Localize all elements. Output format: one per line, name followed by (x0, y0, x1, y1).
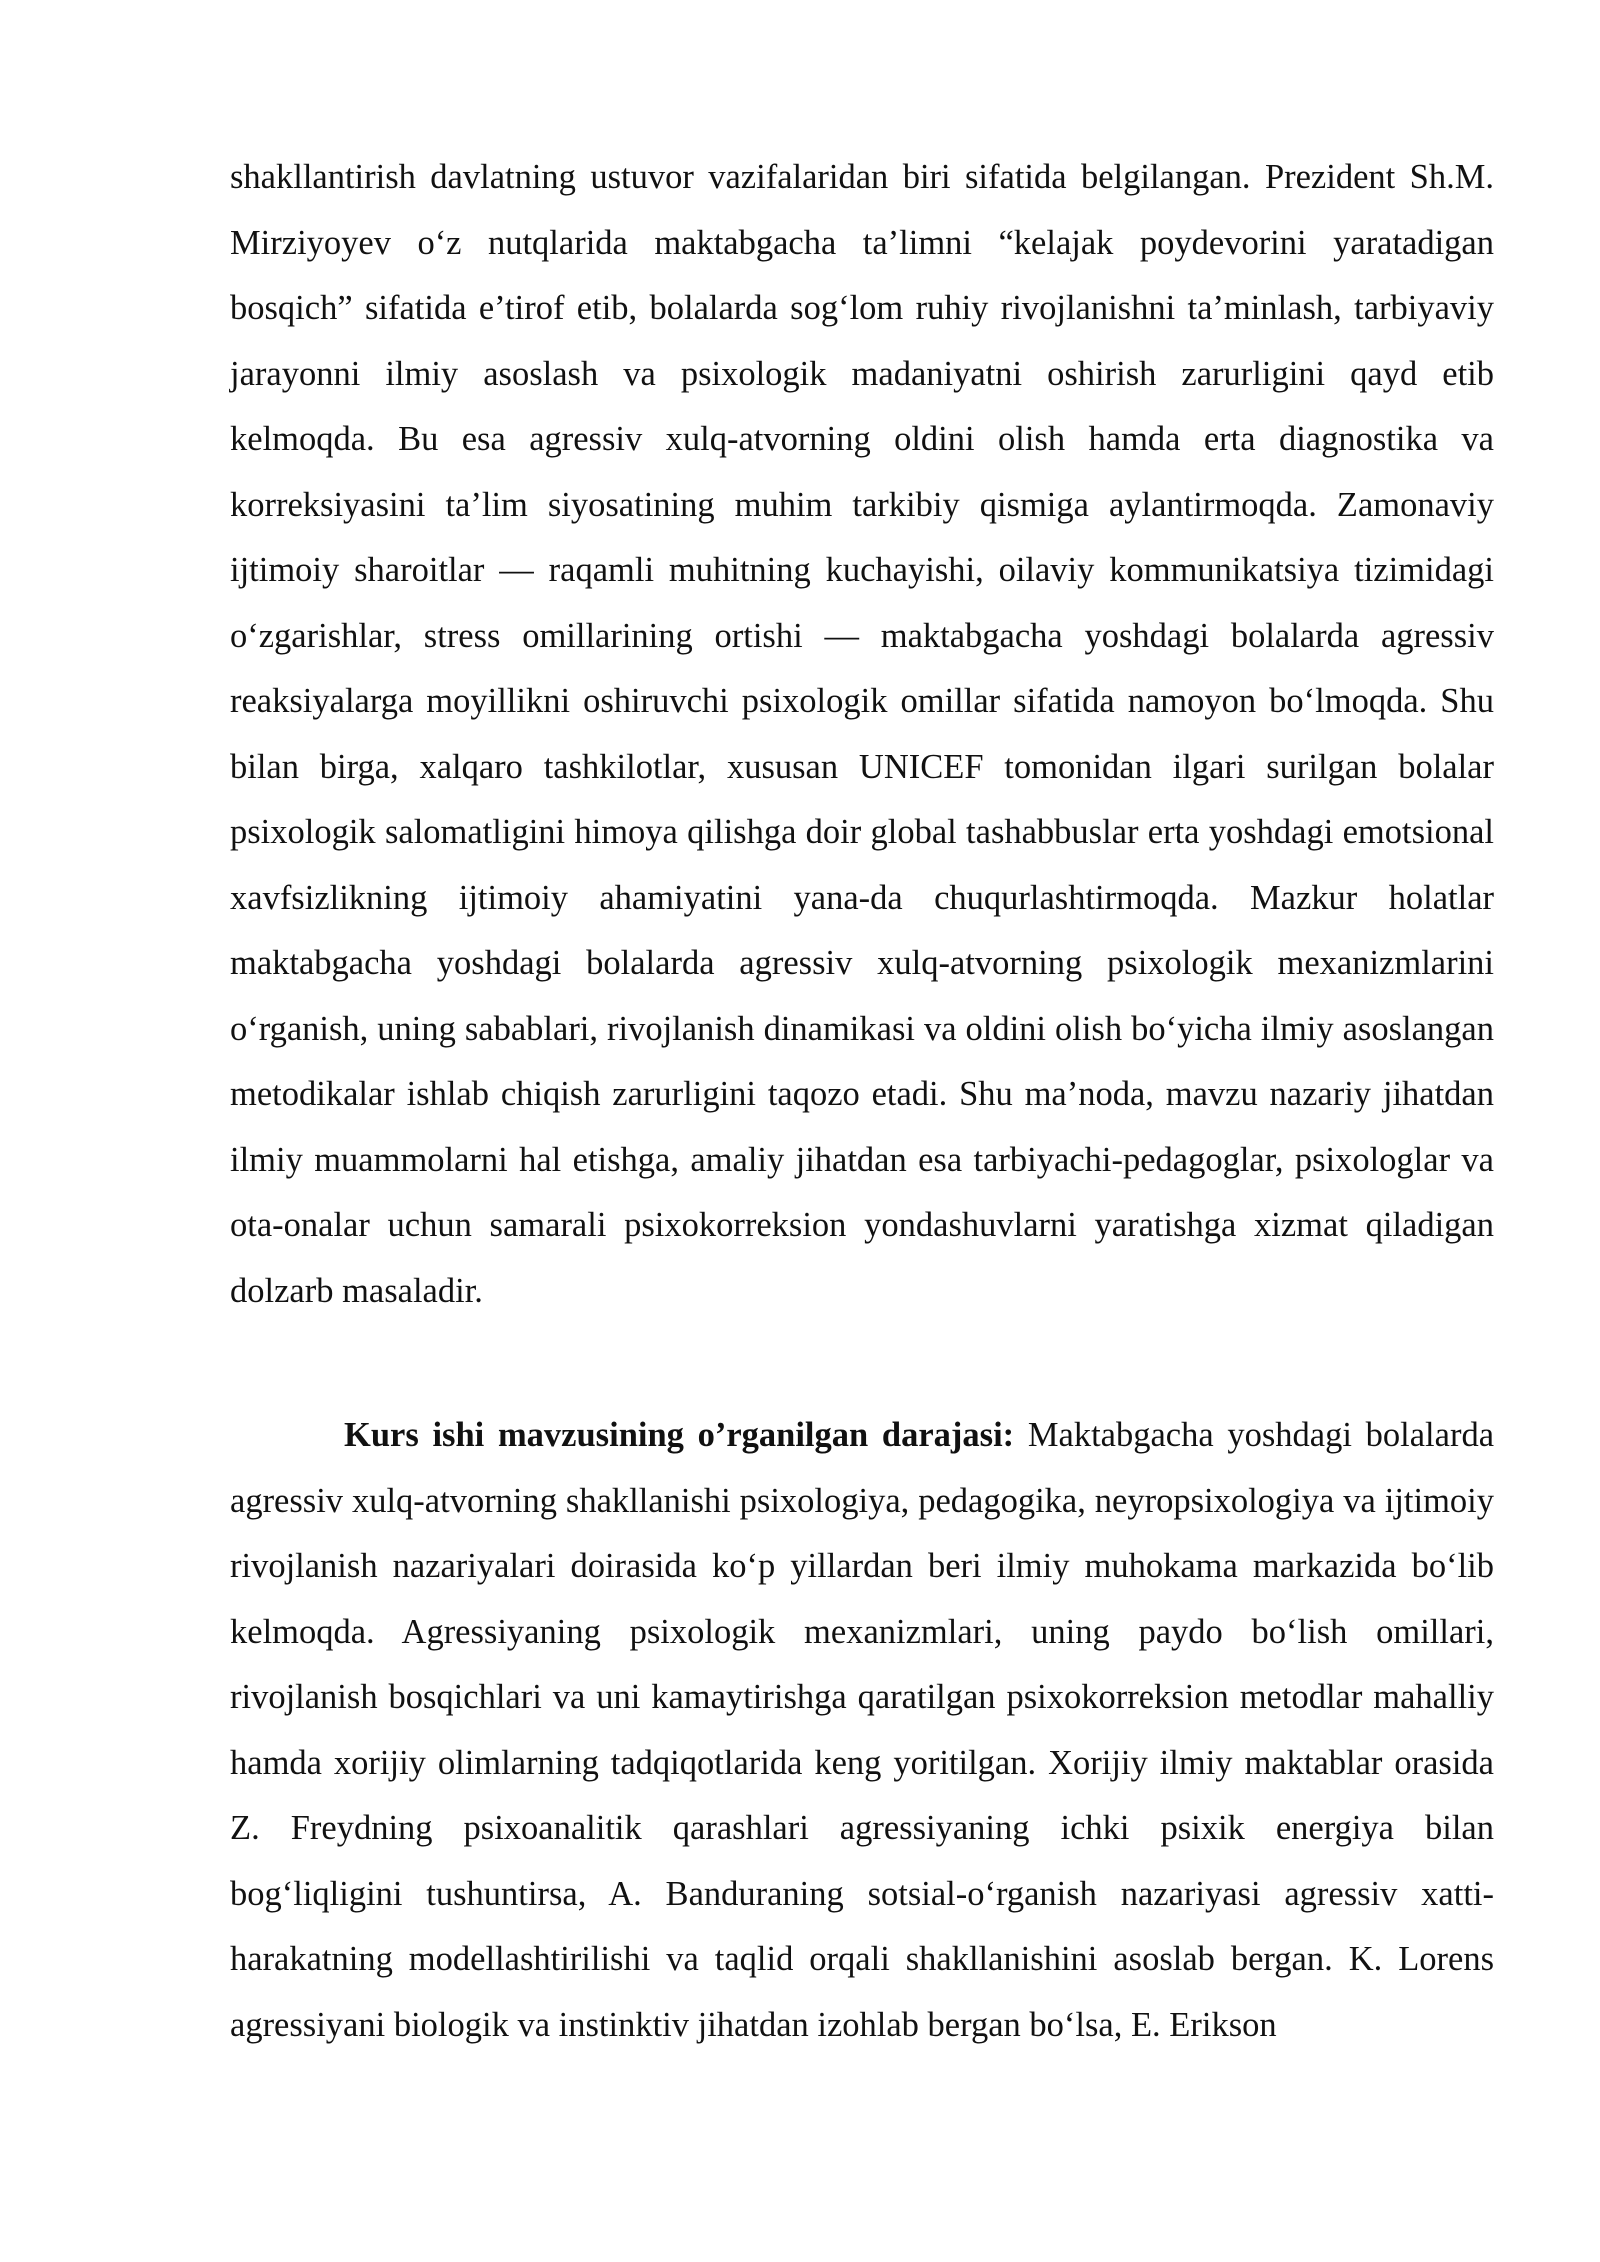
body-text-block-2 (230, 1403, 1494, 2058)
paragraph-1: shakllantirish davlatning ustuvor vazifalaridan biri sifatida belgilangan. Prezident Sh.M. Mirziyoyev o‘z nutqlarida maktabgacha ta’limni “kelajak poydevorini yaratadigan bosqich” sifatida e’tirof etib, bolalarda sog‘lom ruhiy rivojlanishni ta’minlash, tarbiyaviy jarayonni ilmiy asoslash va psixologik madaniyatni oshirish zarurligini qayd etib kelmoqda. Bu esa agressiv xulq-atvorning oldini olish hamda erta diagnostika va korreksiyasini ta’lim siyosatining muhim tarkibiy qismiga aylantirmoqda. Zamonaviy ijtimoiy sharoitlar — raqamli muhitning kuchayishi, oilaviy kommunikatsiya tizimidagi o‘zgarishlar, stress omillarining ortishi — maktabgacha yoshdagi bolalarda agressiv reaksiyalarga moyillikni oshiruvchi psixologik omillar sifatida namoyon bo‘lmoqda. Shu bilan birga, xalqaro tashkilotlar, xususan UNICEF tomonidan ilgari surilgan bolalar psixologik salomatligini himoya qilishga doir global tashabbuslar erta yoshdagi emotsional xavfsizlikning ijtimoiy ahamiyatini yana-da chuqurlashtirmoqda. Mazkur holatlar maktabgacha yoshdagi bolalarda agressiv xulq-atvorning psixologik mexanizmlarini o‘rganish, uning sabablari, rivojlanish dinamikasi va oldini olish bo‘yicha ilmiy asoslangan metodikalar ishlab chiqish zarurligini taqozo etadi. Shu ma’noda, mavzu nazariy jihatdan ilmiy muammolarni hal etishga, amaliy jihatdan esa tarbiyachi-pedagoglar, psixologlar va ota-onalar uchun samarali psixokorreksion yondashuvlarni yaratishga xizmat qiladigan dolzarb masaladir. (230, 158, 1494, 1310)
section-heading: Kurs ishi mavzusining o’rganilgan darajasi: (344, 1416, 1015, 1454)
paragraph-2-body: Maktabgacha yoshdagi bolalarda agressiv xulq-atvorning shakllanishi psixologiya, pedagogika, neyropsixologiya va ijtimoiy rivojlanish nazariyalari doirasida ko‘p yillardan beri ilmiy muhokama markazida bo‘lib kelmoqda. Agressiyaning psixologik mexanizmlari, uning paydo bo‘lish omillari, rivojlanish bosqichlari va uni kamaytirishga qaratilgan psixokorreksion metodlar mahalliy hamda xorijiy olimlarning tadqiqotlarida keng yoritilgan. Xorijiy ilmiy maktablar orasida Z. Freydning psixoanalitik qarashlari agressiyaning ichki psixik energiya bilan bog‘liqligini tushuntirsa, A. Banduraning sotsial-o‘rganish nazariyasi agressiv xatti-harakatning modellashtirilishi va taqlid orqali shakllanishini asoslab bergan. K. Lorens agressiyani biologik va instinktiv jihatdan izohlab bergan bo‘lsa, E. Erikson (230, 1416, 1495, 2044)
paragraph-2 (230, 1403, 1494, 2058)
body-text-block-1 (230, 145, 1494, 1324)
